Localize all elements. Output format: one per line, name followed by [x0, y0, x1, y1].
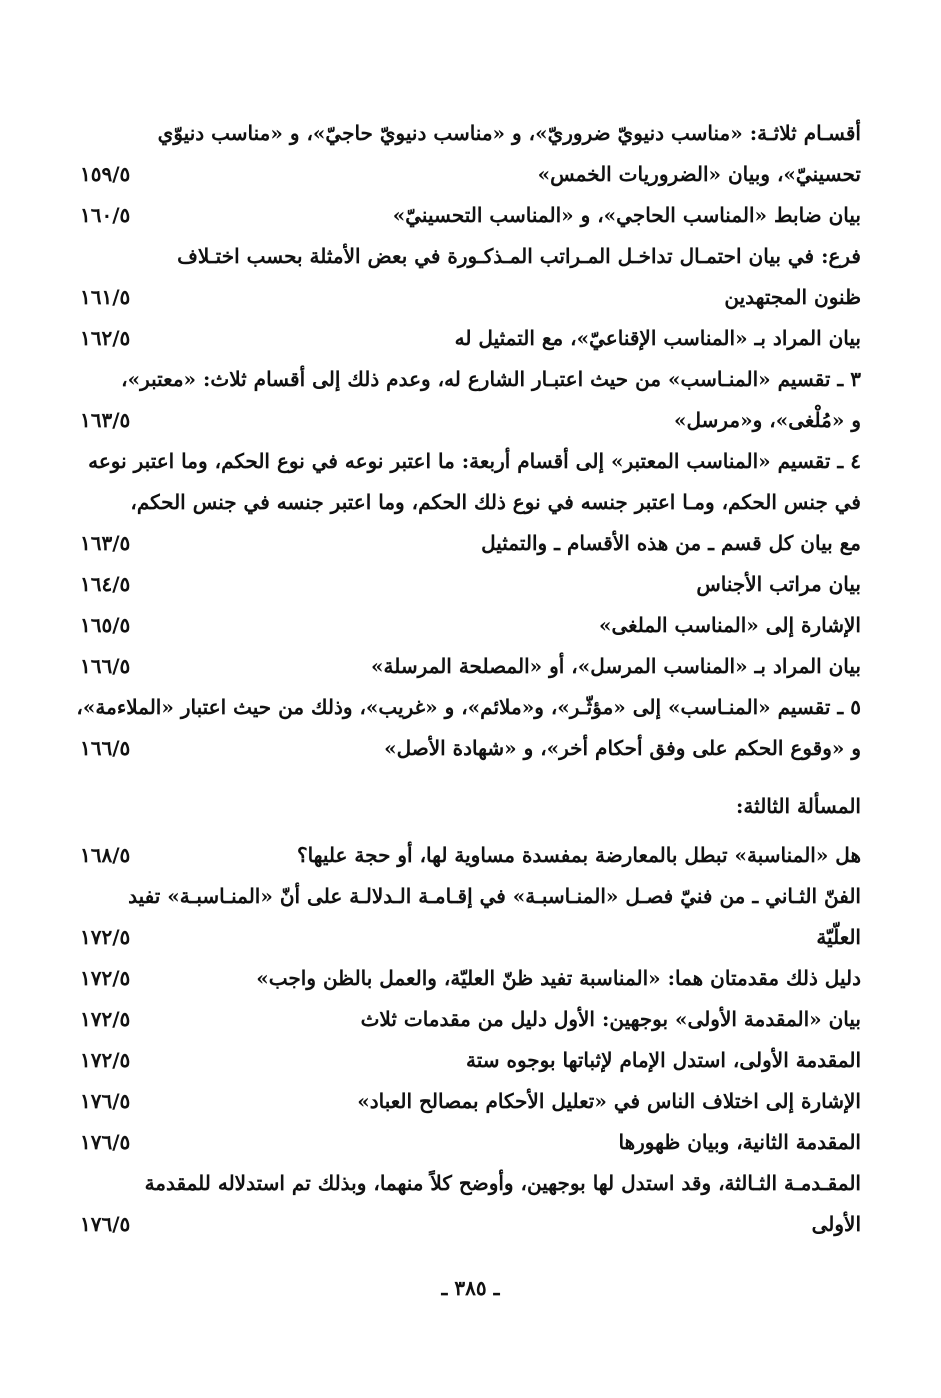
- entry-line: [80, 359, 861, 400]
- index-entry: [80, 605, 861, 646]
- entry-page-ref: ١٦٦/٥: [80, 654, 131, 678]
- entry-line: [80, 917, 861, 958]
- entry-page-ref: ١٧٢/٥: [80, 1048, 131, 1072]
- index-entry: [80, 113, 861, 195]
- index-entry: [80, 646, 861, 687]
- entry-page-ref: ١٧٦/٥: [80, 1089, 131, 1113]
- entry-line: [80, 1204, 861, 1245]
- entry-line: [80, 835, 861, 876]
- entry-text: ٤ ـ تقسيم «المناسب المعتبر» إلى أقسام أربعة: ما اعتبر نوعه في نوع الحكم، وما اعتبر نوعه: [88, 449, 861, 473]
- entry-text: ٥ ـ تقسيم «المنـاسب» إلى «مؤثّـر»، و«ملائم»، و «غريب»، وذلك من حيث اعتبار «الملاءمة»،: [76, 695, 861, 719]
- entry-page-ref: ١٧٢/٥: [80, 925, 131, 949]
- entry-page-ref: ١٦٤/٥: [80, 572, 131, 596]
- entry-line: [80, 482, 861, 523]
- entry-line: [80, 605, 861, 646]
- index-entry: [80, 564, 861, 605]
- entry-text: المقدمة الأولى، استدل الإمام لإثباتها بوجوه ستة: [466, 1048, 861, 1072]
- entry-text: و «مُلْغى»، و«مرسل»: [673, 408, 861, 432]
- entry-text: العلّيّة: [816, 925, 861, 949]
- entry-text: الإشارة إلى «المناسب الملغى»: [598, 613, 861, 637]
- entry-line: [80, 958, 861, 999]
- entry-line: [80, 728, 861, 769]
- index-entry: [80, 876, 861, 958]
- index-entry: [80, 318, 861, 359]
- entry-text: أقسـام ثلاثـة: «مناسب دنيويّ ضروريّ»، و «مناسب دنيويّ حاجيّ»، و «مناسب دنيوّي: [157, 121, 861, 145]
- entry-text: بيان مراتب الأجناس: [696, 572, 861, 596]
- entry-line: [80, 646, 861, 687]
- entry-line: [80, 277, 861, 318]
- entry-line: [80, 564, 861, 605]
- entry-text: الفنّ الثـاني ـ من فنيّ فصـل «المنـاسبـة» في إقـامـة الـدلالـة على أنّ «المنـاسبـة» تفيد: [128, 884, 861, 908]
- entry-text: هل «المناسبة» تبطل بالمعارضة بمفسدة مساوية لها، أو حجة عليها؟: [296, 843, 861, 867]
- entry-text: الأولى: [811, 1212, 861, 1236]
- entry-page-ref: ١٦٨/٥: [80, 843, 131, 867]
- entry-line: [80, 523, 861, 564]
- entry-page-ref: ١٧٦/٥: [80, 1130, 131, 1154]
- entry-text: و «وقوع الحكم على وفق أحكام أخر»، و «شهادة الأصل»: [384, 736, 861, 760]
- page-number: ـ ٣٨٥ ـ: [441, 1276, 500, 1300]
- entry-page-ref: ١٦٣/٥: [80, 408, 131, 432]
- entry-text: بيان المراد بـ «المناسب المرسل»، أو «المصلحة المرسلة»: [371, 654, 861, 678]
- index-entry: [80, 1163, 861, 1245]
- index-entry: [80, 1040, 861, 1081]
- entry-text: بيان ضابط «المناسب الحاجي»، و «المناسب التحسينيّ»: [392, 203, 861, 227]
- entry-page-ref: ١٦٥/٥: [80, 613, 131, 637]
- entry-page-ref: ١٦٠/٥: [80, 203, 131, 227]
- entry-line: [80, 441, 861, 482]
- entry-page-ref: ١٦٦/٥: [80, 736, 131, 760]
- entry-line: [80, 876, 861, 917]
- entry-line: [80, 1040, 861, 1081]
- entry-text: دليل ذلك مقدمتان هما: «المناسبة تفيد ظنّ العليّة، والعمل بالظن واجب»: [256, 966, 861, 990]
- index-entry: [80, 999, 861, 1040]
- entry-line: [80, 1163, 861, 1204]
- entry-page-ref: ١٧٦/٥: [80, 1212, 131, 1236]
- entry-text: بيان المراد بـ «المناسب الإقناعيّ»، مع التمثيل له: [454, 326, 861, 350]
- entry-text: الإشارة إلى اختلاف الناس في «تعليل الأحكام بمصالح العباد»: [357, 1089, 861, 1113]
- entry-text: بيان «المقدمة الأولى» بوجهين: الأول دليل من مقدمات ثلاث: [360, 1007, 861, 1031]
- entry-line: [80, 1122, 861, 1163]
- entry-line: [80, 999, 861, 1040]
- entry-text: فرع: في بيان احتمـال تداخـل المـراتب المـذكـورة في بعض الأمثلة بحسب اختـلاف: [177, 244, 861, 268]
- entry-page-ref: ١٦٢/٥: [80, 326, 131, 350]
- entry-line: [80, 154, 861, 195]
- entry-page-ref: ١٥٩/٥: [80, 162, 131, 186]
- entry-line: [76, 687, 861, 728]
- entry-page-ref: ١٦٣/٥: [80, 531, 131, 555]
- index-entry: [80, 195, 861, 236]
- entry-line: [80, 318, 861, 359]
- index-entry: [80, 835, 861, 876]
- entry-text: ٣ ـ تقسيم «المنـاسب» من حيث اعتبـار الشارع له، وعدم ذلك إلى أقسام ثلاث: «معتبر»،: [121, 367, 861, 391]
- index-entry: [80, 958, 861, 999]
- index-entry: [80, 359, 861, 441]
- entry-text: المقـدمـة الثـالثة، وقد استدل لها بوجهين، وأوضح كلاً منهما، وبذلك تم استدلاله للمقدمة: [144, 1171, 861, 1195]
- index-entry: [76, 687, 861, 769]
- entry-text: تحسينيّ»، وبيان «الضروريات الخمس»: [537, 162, 861, 186]
- entry-line: [80, 195, 861, 236]
- entry-page-ref: ١٧٢/٥: [80, 966, 131, 990]
- entry-line: [80, 400, 861, 441]
- section-heading: المسألة الثالثة:: [736, 794, 861, 818]
- entry-text: المقدمة الثانية، وبيان ظهورها: [618, 1130, 861, 1154]
- index-entry: [80, 1122, 861, 1163]
- entry-page-ref: ١٧٢/٥: [80, 1007, 131, 1031]
- index-entry: [80, 236, 861, 318]
- entry-text: في جنس الحكم، ومـا اعتبر جنسه في نوع ذلك الحكم، وما اعتبر جنسه في جنس الحكم،: [130, 490, 861, 514]
- entry-line: [80, 236, 861, 277]
- entry-line: [80, 1081, 861, 1122]
- entry-text: مع بيان كل قسم ـ من هذه الأقسام ـ والتمثيل: [481, 531, 861, 555]
- index-entries-top: [76, 113, 861, 769]
- entry-line: [80, 113, 861, 154]
- entry-text: ظنون المجتهدين: [724, 285, 861, 309]
- entry-page-ref: ١٦١/٥: [80, 285, 131, 309]
- index-entry: [80, 441, 861, 564]
- index-entry: [80, 1081, 861, 1122]
- index-entries-bottom: [80, 835, 861, 1245]
